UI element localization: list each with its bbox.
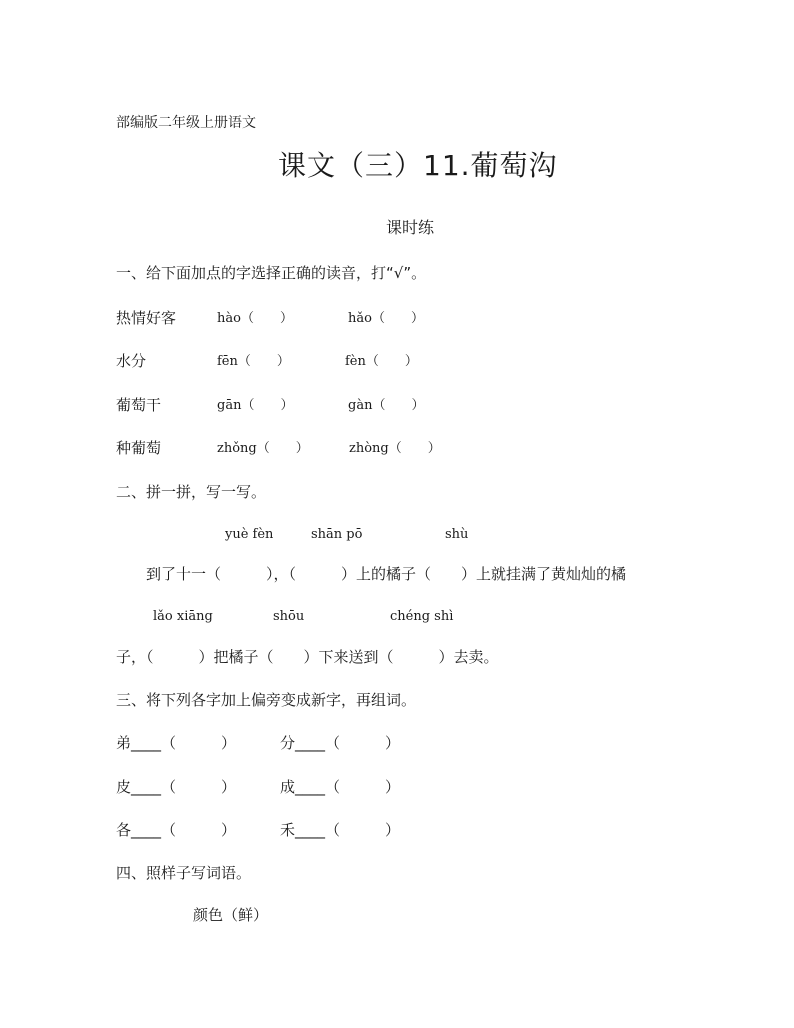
s1-option-b: hǎo（ ） — [348, 311, 424, 326]
pinyin-hint: shōu — [273, 609, 305, 624]
radical-exercise: 成____（ ） — [280, 778, 401, 796]
radical-exercise: 弟____（ ） — [116, 734, 237, 752]
radical-exercise: 分____（ ） — [280, 734, 401, 752]
pinyin-hint: shù — [445, 527, 469, 542]
fill-sentence: 子，（ ）把橘子（ ）下来送到（ ）去卖。 — [116, 648, 499, 666]
pinyin-hint: shān pō — [311, 527, 363, 542]
page-subtitle: 课时练 — [386, 218, 435, 237]
radical-exercise: 各____（ ） — [116, 821, 237, 839]
section2-heading: 二、拼一拼，写一写。 — [116, 483, 267, 501]
section4-heading: 四、照样子写词语。 — [116, 864, 252, 882]
s1-word: 热情好客 — [116, 309, 177, 327]
s1-option-b: zhòng（ ） — [349, 441, 441, 456]
pinyin-hint: yuè fèn — [225, 527, 274, 542]
radical-exercise: 皮____（ ） — [116, 778, 237, 796]
radical-exercise: 禾____（ ） — [280, 821, 401, 839]
example-word: 颜色（鲜） — [193, 906, 269, 924]
s1-option-a: zhǒng（ ） — [217, 441, 309, 456]
s1-option-a: fēn（ ） — [217, 354, 290, 369]
s1-option-b: gàn（ ） — [348, 398, 425, 413]
s1-word: 种葡萄 — [116, 439, 162, 457]
s1-word: 葡萄干 — [116, 396, 162, 414]
section1-heading: 一、给下面加点的字选择正确的读音，打“√”。 — [116, 264, 427, 282]
s1-option-b: fèn（ ） — [345, 354, 418, 369]
grade-header: 部编版二年级上册语文 — [116, 115, 256, 131]
page-title: 课文（三）11.葡萄沟 — [278, 149, 558, 182]
s1-option-a: gān（ ） — [217, 398, 294, 413]
pinyin-hint: chéng shì — [390, 609, 454, 624]
fill-sentence: 到了十一（ ），（ ）上的橘子（ ）上就挂满了黄灿灿的橘 — [146, 565, 627, 583]
section3-heading: 三、将下列各字加上偏旁变成新字，再组词。 — [116, 691, 417, 709]
pinyin-hint: lǎo xiāng — [153, 609, 213, 624]
s1-option-a: hào（ ） — [217, 311, 293, 326]
s1-word: 水分 — [116, 352, 147, 370]
